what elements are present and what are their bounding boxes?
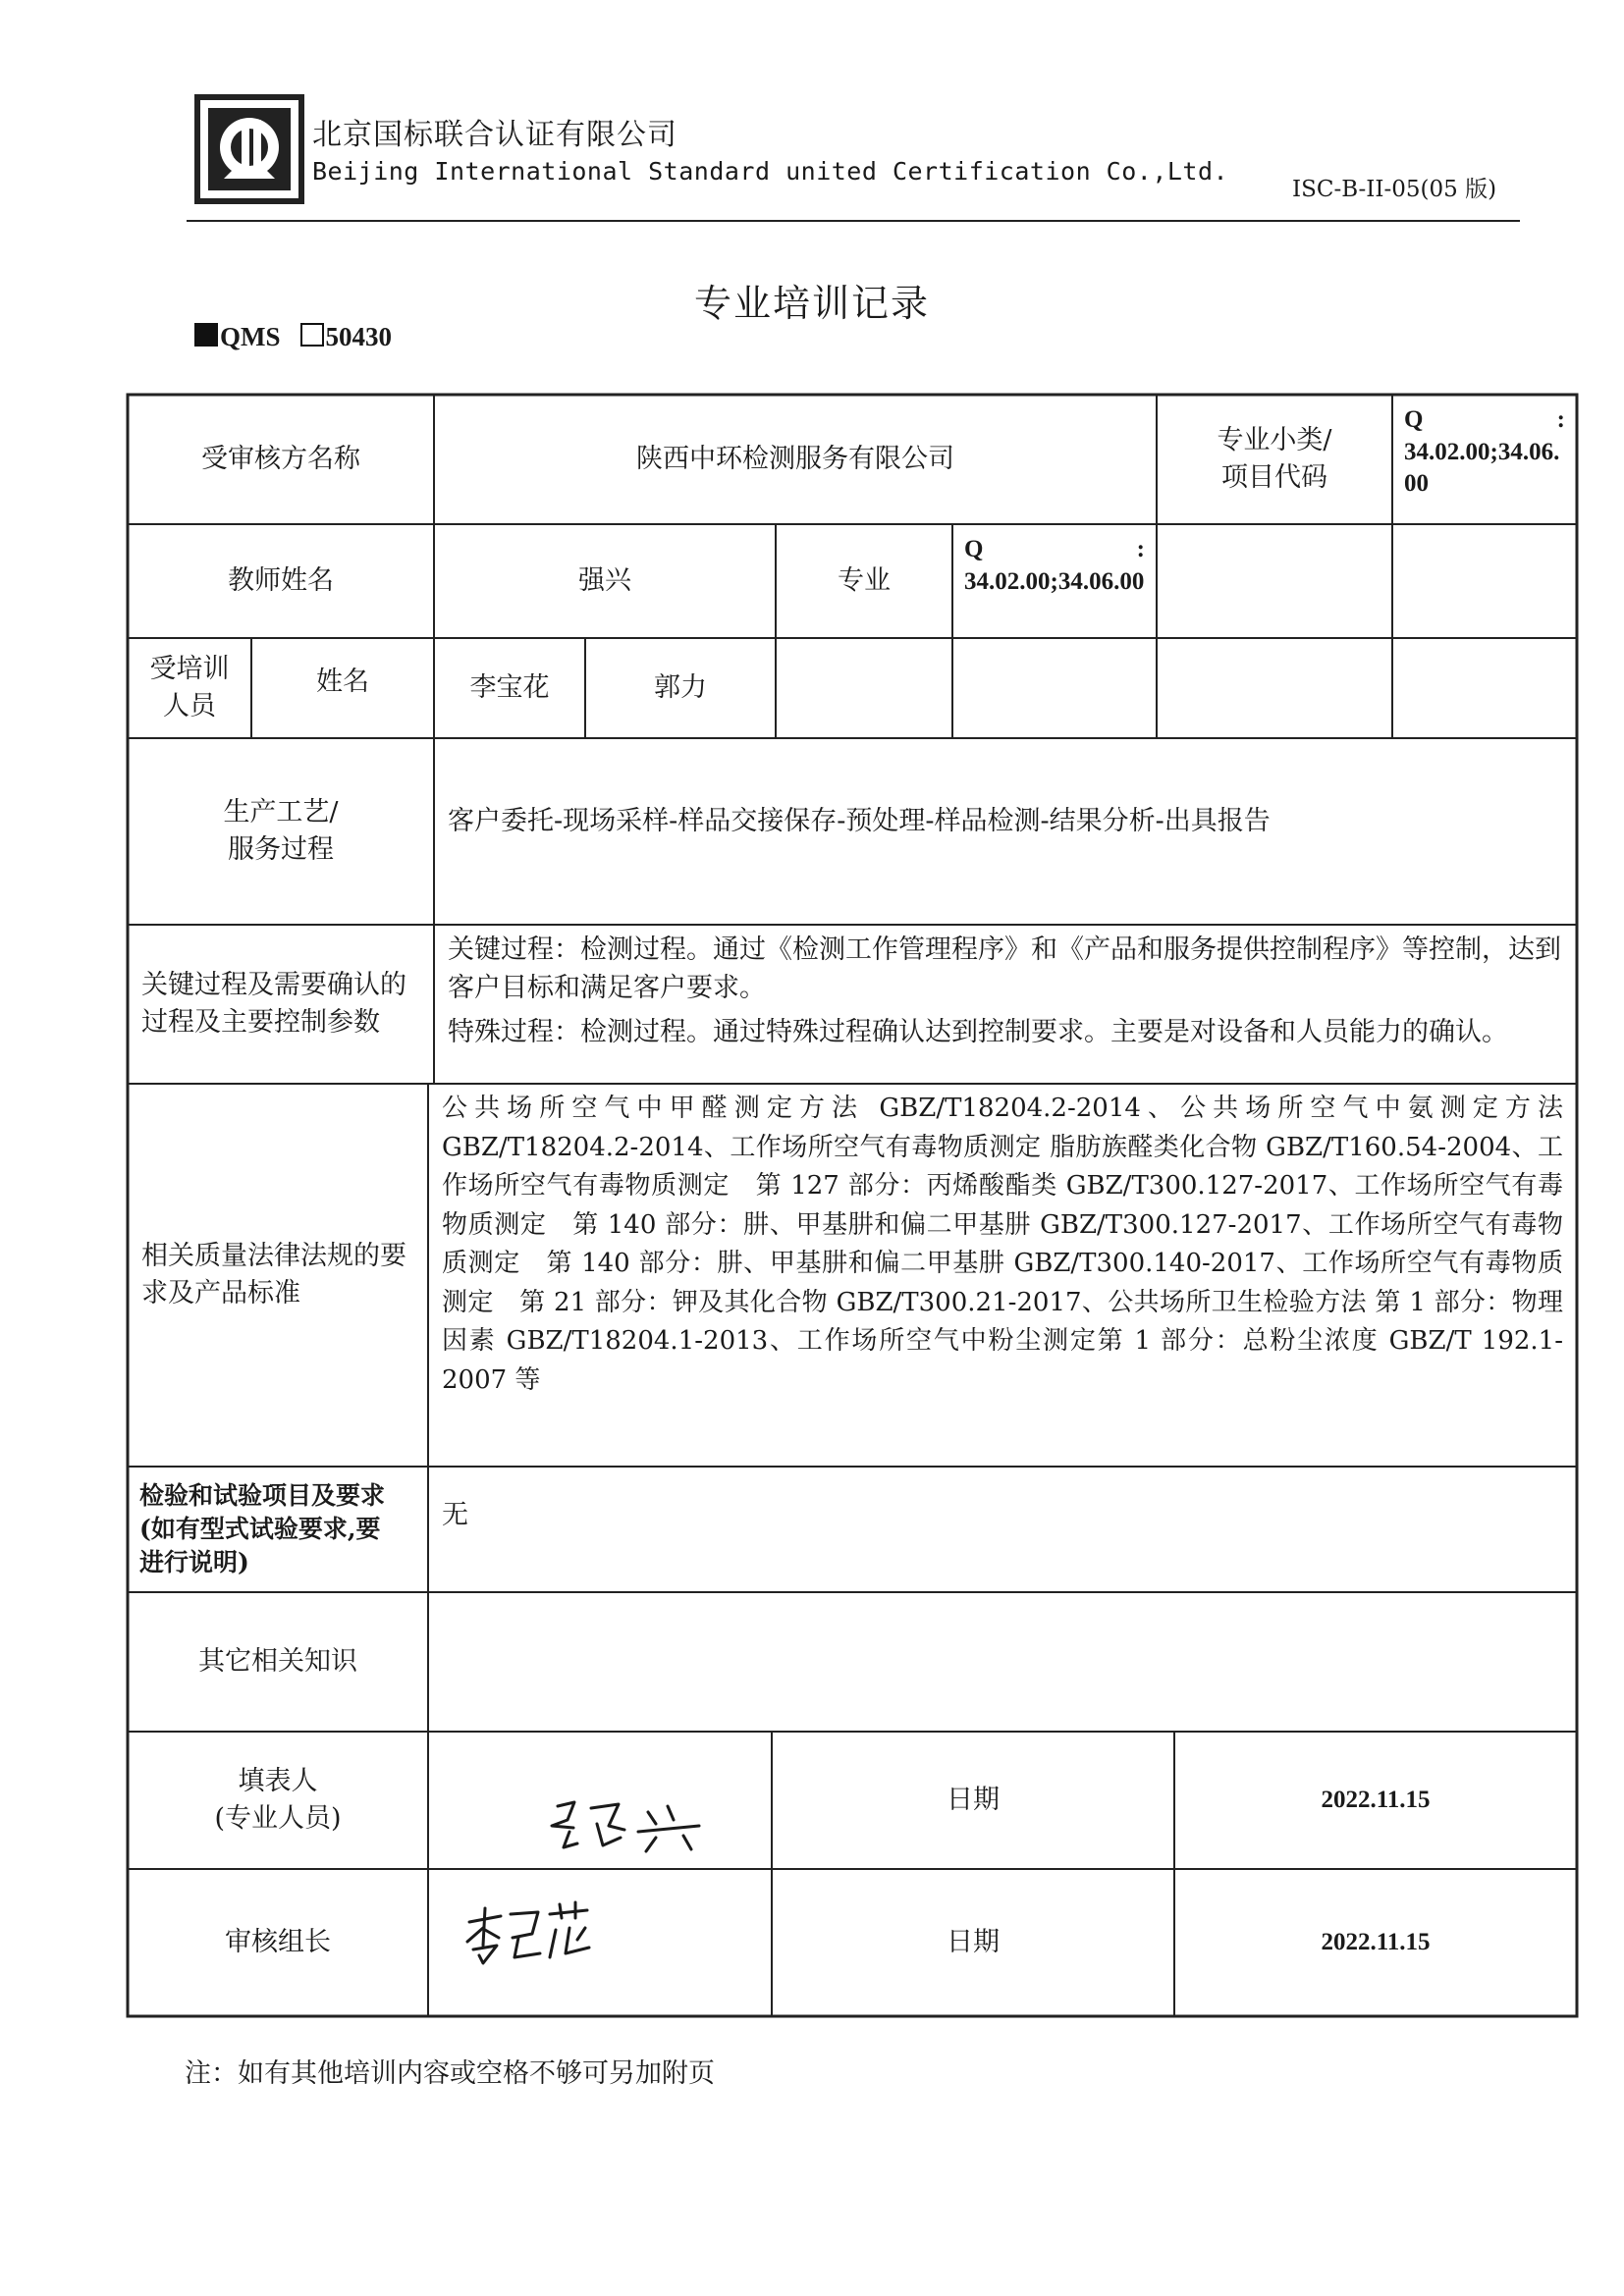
test-value: 无 (442, 1499, 468, 1530)
leader-label: 审核组长 (225, 1926, 331, 1957)
category-label: 专业小类/ 项目代码 (1217, 424, 1332, 493)
category-colon: : (1556, 406, 1565, 433)
test-label: 检验和试验项目及要求 (如有型式试验要求,要 进行说明) (139, 1481, 386, 1576)
key-label: 关键过程及需要确认的过程及主要控制参数 (141, 969, 406, 1038)
filler-date: 2022.11.15 (1321, 1787, 1431, 1814)
law-value: 公共场所空气中甲醛测定方法 GBZ/T18204.2-2014、公共场所空气中氨测定方法 GBZ/T18204.2-2014、工作场所空气有毒物质测定 脂肪族醛类化合物 GBZ/T160.54-2004、工作场所空气有毒物质测定 第 127 部分：丙烯酸酯类 GBZ/T300.127-2017、工作场所空气有毒物质测定 第 140 部分：肼、甲基肼和偏二甲基肼 GBZ/T300.127-2017、工作场所空气有毒物质测定 第 140 部分：肼、甲基肼和偏二甲基肼 GBZ/T300.140-2017、工作场所空气有毒物质测定 第 21 部分：钾及其化合物 GBZ/T300.21-2017、公共场所卫生检验方法 第 1 部分：物理因素 GBZ/T18204.1-2013、工作场所空气中粉尘测定第 1 部分：总粉尘浓度 GBZ/T 192.1-2007 等 (442, 1094, 1563, 1395)
leader-date: 2022.11.15 (1321, 1929, 1431, 1956)
leader-signature (460, 1898, 607, 1977)
teacher-label: 教师姓名 (228, 564, 334, 596)
other-label: 其它相关知识 (198, 1645, 357, 1677)
filler-label: 填表人 (专业人员) (214, 1765, 342, 1834)
category-q: Q (1404, 406, 1424, 433)
major-code (952, 524, 1157, 638)
category-value: 34.02.00;34.06.00 (1404, 438, 1560, 497)
trainee-2: 郭力 (654, 671, 707, 703)
trainee-1: 李宝花 (469, 671, 550, 703)
company-name-en: Beijing International Standard united Certification Co.,Ltd. (312, 157, 1229, 186)
process-label: 生产工艺/ 服务过程 (223, 796, 339, 865)
key-process-text: 关键过程：检测过程。通过《检测工作管理程序》和《产品和服务提供控制程序》等控制，达到客户目标和满足客户要求。 (448, 934, 1561, 1004)
major-colon: : (1136, 536, 1145, 562)
auditee-value: 陕西中环检测服务有限公司 (636, 443, 954, 474)
trainee-label: 受培训 人员 (149, 653, 230, 721)
category-code (1392, 395, 1577, 524)
qms-label: QMS (220, 322, 281, 351)
filler-signature (530, 1787, 727, 1865)
process-value: 客户委托-现场采样-样品交接保存-预处理-样品检测-结果分析-出具报告 (448, 805, 1271, 836)
law-label: 相关质量法律法规的要求及产品标准 (141, 1240, 406, 1308)
major-label: 专业 (838, 564, 891, 596)
leader-date-label: 日期 (947, 1926, 1000, 1957)
50430-label: 50430 (325, 322, 393, 351)
document-title: 专业培训记录 (693, 282, 930, 325)
major-value: 34.02.00;34.06.00 (964, 567, 1145, 595)
special-process-text: 特殊过程：检测过程。通过特殊过程确认达到控制要求。主要是对设备和人员能力的确认。 (448, 1017, 1508, 1048)
auditee-label: 受审核方名称 (201, 443, 360, 474)
key-value (434, 925, 1577, 1084)
teacher-value: 强兴 (578, 564, 631, 596)
filler-date-label: 日期 (947, 1784, 1000, 1815)
company-name-cn: 北京国标联合认证有限公司 (312, 118, 677, 152)
form-code: ISC-B-II-05(05 版) (1292, 177, 1497, 202)
major-q: Q (964, 536, 984, 562)
footer-note: 注：如有其他培训内容或空格不够可另加附页 (185, 2058, 715, 2089)
other-value (428, 1592, 1577, 1732)
name-label: 姓名 (316, 666, 369, 697)
